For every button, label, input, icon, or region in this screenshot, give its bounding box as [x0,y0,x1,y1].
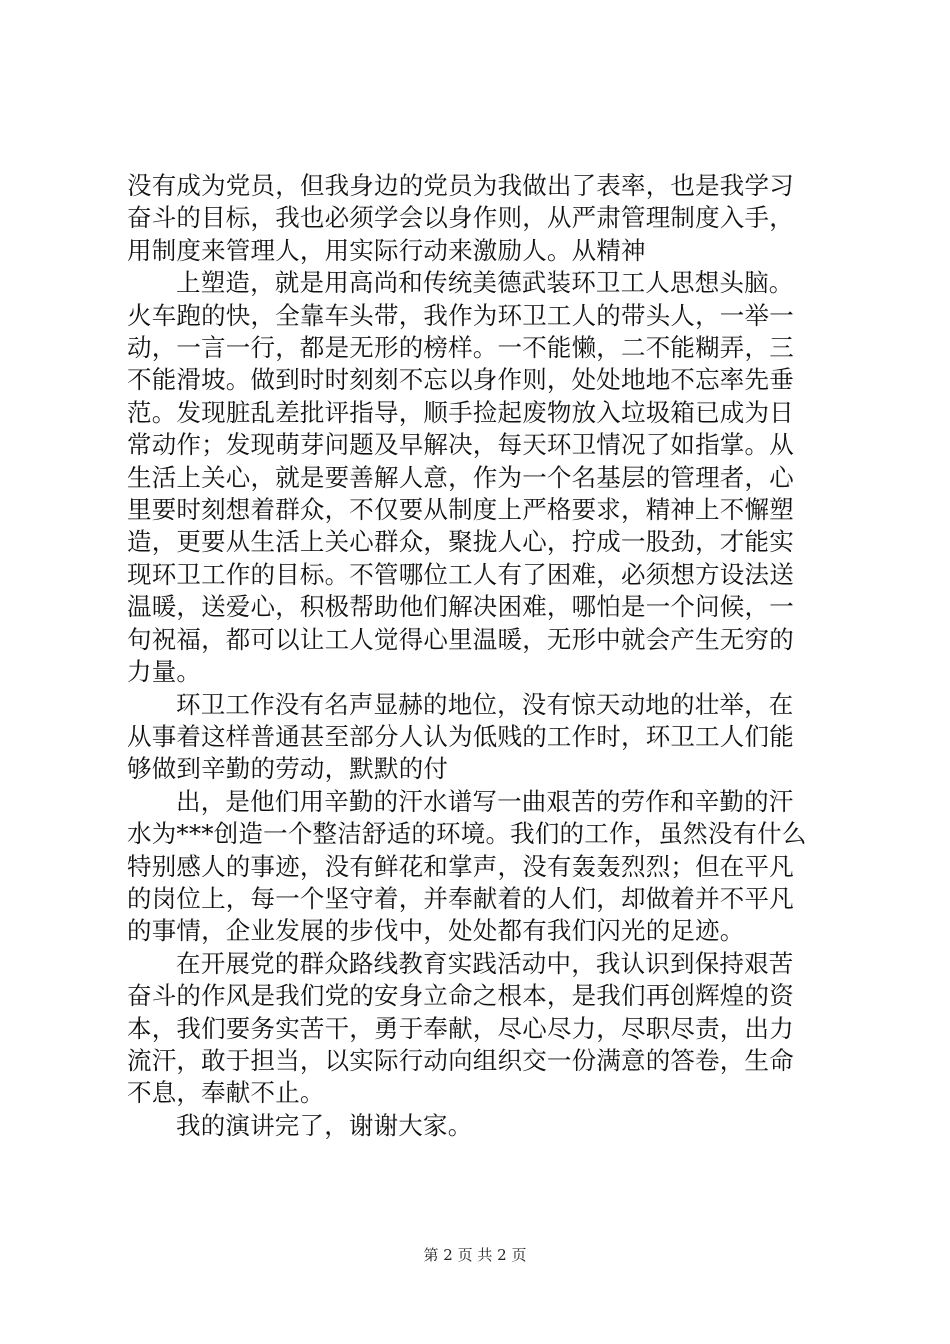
paragraph-6: 我的演讲完了，谢谢大家。 [176,1110,473,1140]
document-body [127,170,833,1142]
paragraph-3: 环卫工作没有名声显赫的地位，没有惊天动地的壮举，在 从事着这样普通甚至部分人认为低贱的工作时，环卫工人们能 够做到辛勤的劳动，默默的付 [127,689,794,784]
paragraph-1: 没有成为党员，但我身边的党员为我做出了表率，也是我学习 奋斗的目标，我也必须学会以身作则，从严肃管理制度入手， 用制度来管理人，用实际行动来激励人。从精神 [127,171,794,265]
paragraph-5: 在开展党的群众路线教育实践活动中，我认识到保持艰苦 奋斗的作风是我们党的安身立命之根本，是我们再创辉煌的资 本，我们要务实苦干，勇于奉献，尽心尽力，尽职尽责，出力 流汗，敢于担当，以实际行动向组织交一份满意的答卷，生命 不息，奉献不止。 [127,948,794,1108]
paragraph-4: 出，是他们用辛勤的汗水谱写一曲艰苦的劳作和辛勤的汗 水为***创造一个整洁舒适的环境。我们的工作，虽然没有什么 特别感人的事迹，没有鲜花和掌声，没有轰轰烈烈；但在平凡 的岗位上，每一个坚守着，并奉献着的人们，却做着并不平凡 的事情，企业发展的步伐中，处处都有我们闪光的足迹。 [127,786,807,946]
page-footer: 第 2 页 共 2 页 [423,1246,527,1264]
paragraph-2: 上塑造，就是用高尚和传统美德武装环卫工人思想头脑。 火车跑的快，全靠车头带，我作为环卫工人的带头人，一举一 动，一言一行，都是无形的榜样。一不能懒，二不能糊弄，三 不能滑坡。做到时时刻刻不忘以身作则，处处地地不忘率先垂 范。发现脏乱差批评指导，顺手捡起废物放入垃圾箱已成为日 常动作；发现萌芽问题及早解决，每天环卫情况了如指掌。从 生活上关心，就是要善解人意，作为一个名基层的管理者，心 里要时刻想着群众，不仅要从制度上严格要求，精神上不懈塑 造，更要从生活上关心群众，聚拢人心，拧成一股劲，才能实 现环卫工作的目标。不管哪位工人有了困难，必须想方设法送 温暖，送爱心，积极帮助他们解决困难，哪怕是一个问候，一 句祝福，都可以让工人觉得心里温暖，无形中就会产生无穷的 力量。 [127,268,794,687]
